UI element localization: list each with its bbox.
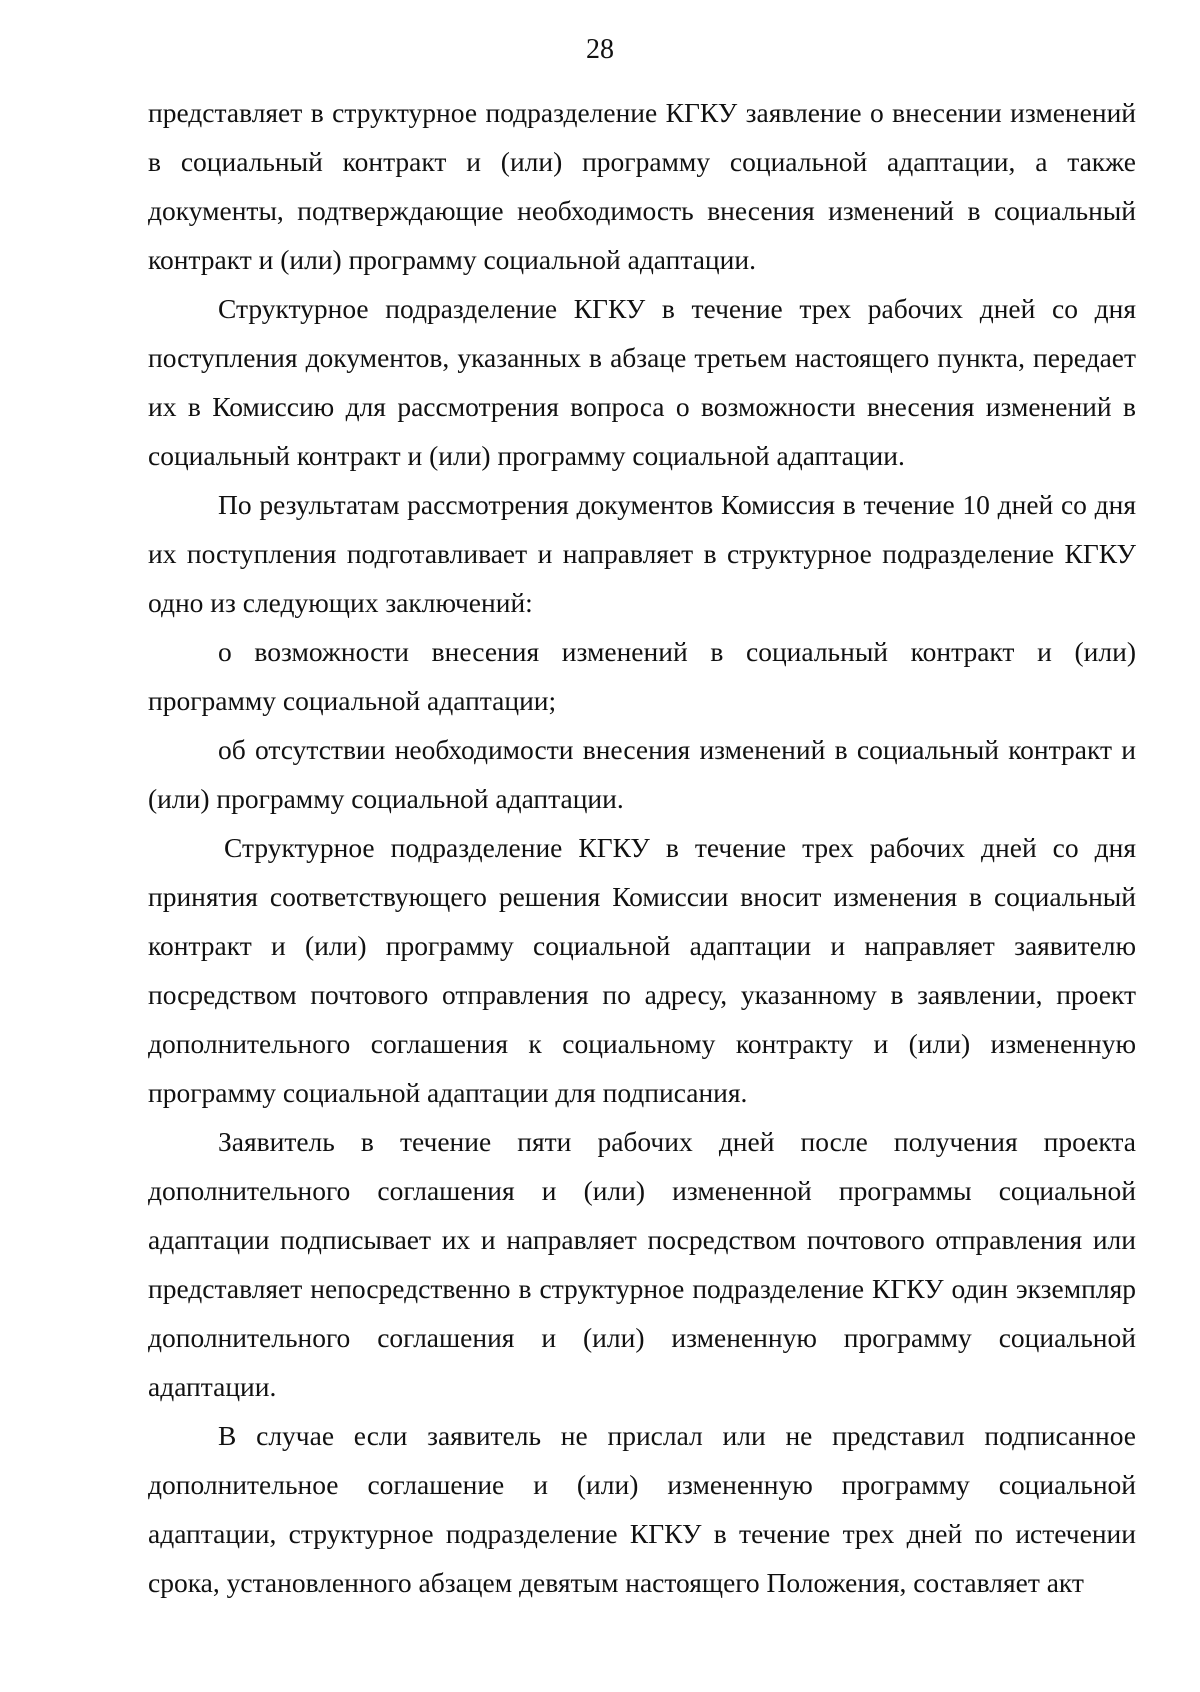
paragraph-not-returned: В случае если заявитель не прислал или не представил подписанное дополнительное соглашение и (или) измененную программу социальной адаптации, структурное подразделение КГКУ в течение трех дней по истечении срока, установленного абзацем девятым настоящего Положения, составляет акт (148, 1420, 1136, 1598)
paragraph-option-possible: о возможности внесения изменений в социальный контракт и (или) программу социальной адаптации; (148, 636, 1136, 716)
paragraph-applicant-signs: Заявитель в течение пяти рабочих дней после получения проекта дополнительного соглашения и (или) измененной программы социальной адаптации подписывает их и направляет посредством почтового отправления или представляет непосредственно в структурное подразделение КГКУ один экземпляр дополнительного соглашения и (или) измененную программу социальной адаптации. (148, 1126, 1136, 1402)
paragraph-changes-made: Структурное подразделение КГКУ в течение трех рабочих дней со дня принятия соответствующего решения Комиссии вносит изменения в социальный контракт и (или) программу социальной адаптации и направляет заявителю посредством почтового отправления по адресу, указанному в заявлении, проект дополнительного соглашения к социальному контракту и (или) измененную программу социальной адаптации для подписания. (148, 832, 1136, 1108)
paragraph-commission-review: По результатам рассмотрения документов Комиссия в течение 10 дней со дня их поступления подготавливает и направляет в структурное подразделение КГКУ одно из следующих заключений: (148, 489, 1136, 618)
paragraph-continuation: представляет в структурное подразделение КГКУ заявление о внесении изменений в социальный контракт и (или) программу социальной адаптации, а также документы, подтверждающие необходимость внесения изменений в социальный контракт и (или) программу социальной адаптации. (148, 97, 1136, 275)
paragraph-option-not-needed: об отсутствии необходимости внесения изменений в социальный контракт и (или) программу социальной адаптации. (148, 734, 1136, 814)
page-number: 28 (586, 34, 614, 65)
paragraph-transfer-to-commission: Структурное подразделение КГКУ в течение трех рабочих дней со дня поступления документов, указанных в абзаце третьем настоящего пункта, передает их в Комиссию для рассмотрения вопроса о возможности внесения изменений в социальный контракт и (или) программу социальной адаптации. (148, 293, 1136, 471)
document-body (148, 88, 1136, 1607)
